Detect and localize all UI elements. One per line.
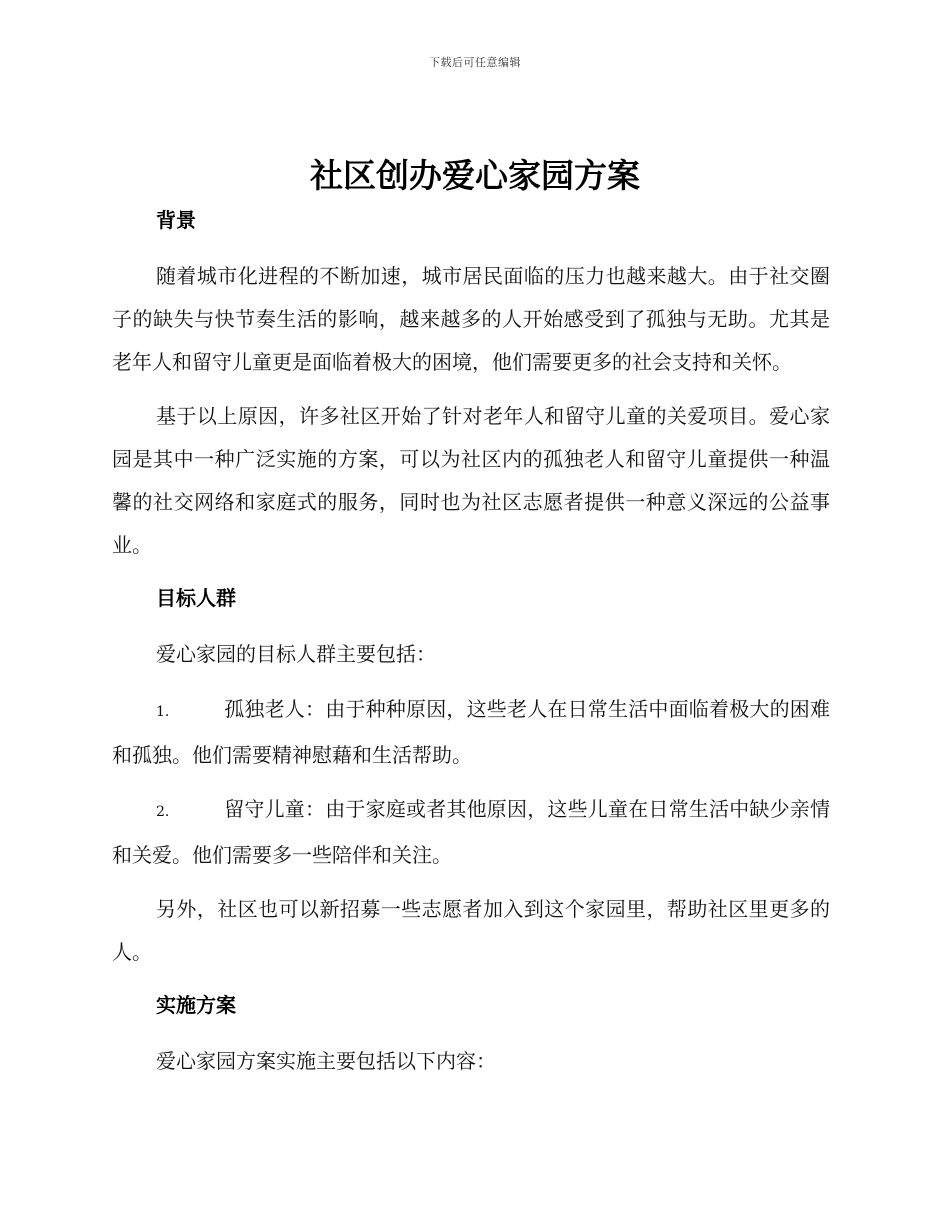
background-paragraph-1: 随着城市化进程的不断加速，城市居民面临的压力也越来越大。由于社交圈子的缺失与快节奏生活的影响，越来越多的人开始感受到了孤独与无助。尤其是老年人和留守儿童更是面临着极大的困境，他们需要更多的社会支持和关怀。: [112, 264, 830, 374]
target-outro: 另外，社区也可以新招募一些志愿者加入到这个家园里，帮助社区里更多的人。: [112, 897, 830, 964]
section-heading-target: 目标人群: [156, 586, 236, 610]
document-body: [112, 200, 830, 1095]
list-item: [112, 688, 830, 777]
page-header-note: 下载后可任意编辑: [429, 56, 521, 69]
list-item-text: 孤独老人：由于种种原因，这些老人在日常生活中面临着极大的困难和孤独。他们需要精神慰藉和生活帮助。: [112, 697, 830, 767]
list-item-text: 留守儿童：由于家庭或者其他原因，这些儿童在日常生活中缺少亲情和关爱。他们需要多一些陪伴和关注。: [112, 797, 830, 867]
list-item-number: 1.: [156, 704, 170, 720]
target-intro: 爱心家园的目标人群主要包括：: [156, 642, 436, 666]
section-heading-implementation: 实施方案: [156, 993, 236, 1017]
list-item: [112, 788, 830, 877]
section-heading-background: 背景: [156, 208, 196, 232]
implementation-intro: 爱心家园方案实施主要包括以下内容：: [156, 1049, 496, 1073]
background-paragraph-2: 基于以上原因，许多社区开始了针对老年人和留守儿童的关爱项目。爱心家园是其中一种广泛实施的方案，可以为社区内的孤独老人和留守儿童提供一种温馨的社交网络和家庭式的服务，同时也为社区志愿者提供一种意义深远的公益事业。: [112, 404, 830, 557]
list-item-number: 2.: [156, 804, 170, 820]
document-title: 社区创办爱心家园方案: [310, 156, 640, 195]
